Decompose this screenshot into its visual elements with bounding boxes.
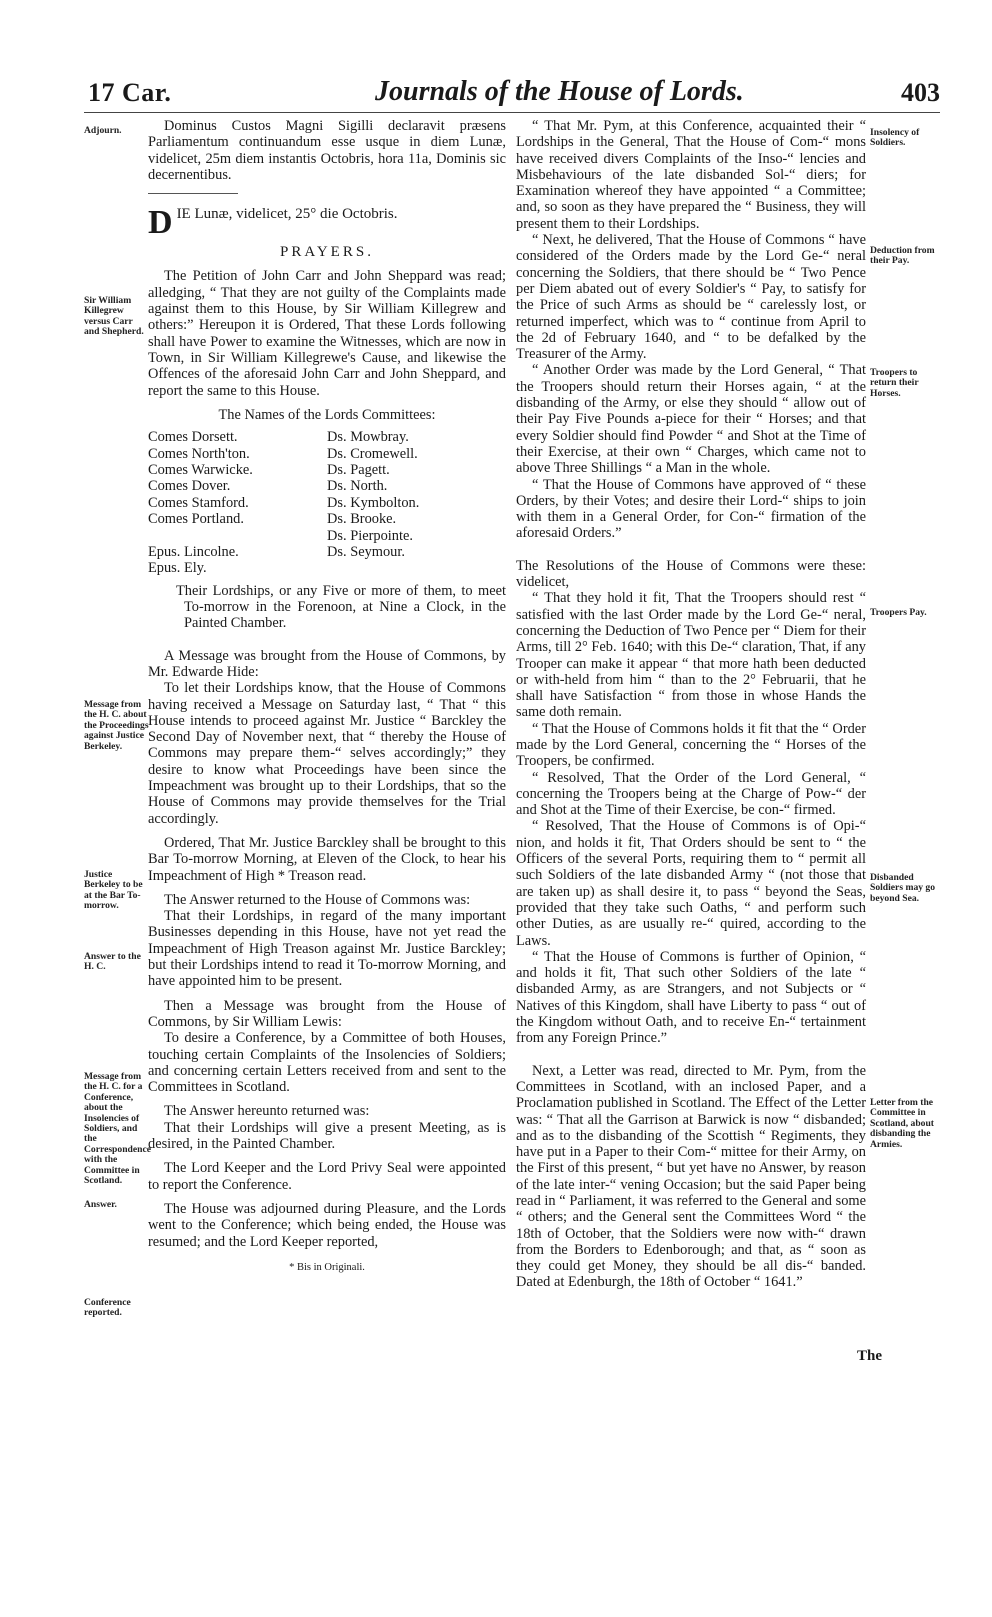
margin-note-adjourn: Adjourn. <box>84 125 122 136</box>
margin-note-message-berkeley: Message from the H. C. about the Proceedings against Justice Berkeley. <box>84 699 149 752</box>
resolution-3: “ Resolved, That the Order of the Lord General, “ concerning the Troopers being at the Charge of Pow-“ der and Shot at the Time of their Exercise, be con-“ firmed. <box>516 769 866 819</box>
regnal-year: 17 Car. <box>88 78 172 107</box>
committee-member: Ds. Kymbolton. <box>327 494 420 511</box>
margin-note-deduction: Deduction from their Pay. <box>870 245 935 267</box>
committee-heading: The Names of the Lords Committees: <box>218 406 436 423</box>
resolution-2: “ That the House of Commons holds it fit that the “ Order made by the Lord General, concerning the “ Horses of the Troopers, be confirmed. <box>516 720 866 770</box>
message1-body: To let their Lordships know, that the House of Commons having received a Message on Saturday last, “ That “ this House intends to proceed against Mr. Justice “ Barckley the Second Day of November next, that “ thereby the House of Commons may prepare them-“ selves accordingly;” they desire to know what Proceedings have been since the Impeachment was brought up to their Lordships, that so the House of Commons may provide themselves for the Trial accordingly. <box>148 680 506 827</box>
committee-member: Ds. North. <box>327 478 388 495</box>
committee-meeting: Their Lordships, or any Five or more of them, to meet To-morrow in the Forenoon, at Nine a Clock, in the Painted Chamber. <box>176 582 506 632</box>
resolution-5: “ That the House of Commons is further of Opinion, “ and holds it fit, That such other Soldiers of the late “ disbanded Army, as are Strangers, and not Subjects or “ Natives of this Kingdom, shall have Liberty to pass “ out of the Kingdom without Oath, and to receive En-“ tertainment from any Foreign Prince.” <box>516 948 866 1047</box>
date-line: IE Lunæ, videlicet, 25° die Octobris. <box>176 206 398 223</box>
committee-member: Ds. Cromewell. <box>327 445 418 462</box>
letter-paragraph: Next, a Letter was read, directed to Mr. Pym, from the Committees in Scotland, with an inclosed Paper, and a Proclamation published in Scotland. The Effect of the Letter was: “ That all the Garrison at Barwick is now “ disbanded; and as to the disbanding of the Scottish “ Regiments, they have put in a Paper to their Com-“ mittee for their Army, on the First of this present, “ but yet have no Answer, by reason of the late inter-“ vening Occasion; but the said Paper being read in “ Parliament, it was referred to the General and some “ others; and the General sent the Committees Word “ the 18th of October, that the Soldiers were now with-“ drawn from the Borders to Edenborough; and that, as “ soon as they could get Money, they should be all dis-“ banded. Dated at Edenburgh, the 18th of October “ 1641.” <box>516 1062 866 1291</box>
committee-member: Comes Stamford. <box>148 494 249 511</box>
committee-member: Comes Portland. <box>148 511 244 528</box>
conference-paragraph: The House was adjourned during Pleasure, and the Lords went to the Conference; which being ended, the House was resumed; and the Lord Keeper reported, <box>148 1200 506 1250</box>
message1-intro: A Message was brought from the House of Commons, by Mr. Edwarde Hide: <box>148 647 506 680</box>
margin-note-answer: Answer. <box>84 1199 117 1210</box>
running-head <box>60 72 940 112</box>
pym-report-2: “ Next, he delivered, That the House of Commons “ have considered of the Orders made by the Lord Ge-“ neral concerning the Soldiers, that there should be “ Two Pence per Diem abated out of every Soldier's “ Pay, to satisfy for the Price of such Arms as should be “ carelessly lost, or returned imperfect, which was to “ continue from April to the 2d of February 1640, and “ to be defalked by the Treasurer of the Army. <box>516 232 866 363</box>
margin-note-troopers-horses: Troopers to return their Horses. <box>870 367 919 399</box>
section-rule <box>148 193 238 194</box>
margin-note-letter-scotland: Letter from the Committee in Scotland, about disbanding the Armies. <box>870 1097 934 1150</box>
journal-title: Journals of the House of Lords. <box>375 76 744 107</box>
message2-body: To desire a Conference, by a Committee of both Houses, touching certain Complaints of the Insolencies of Soldiers; and concerning certain Letters received from and sent to the Committees in Scotland. <box>148 1030 506 1096</box>
margin-note-berkeley-bar: Justice Berkeley to be at the Bar To-morrow. <box>84 869 143 912</box>
reporters-paragraph: The Lord Keeper and the Lord Privy Seal were appointed to report the Conference. <box>148 1160 506 1193</box>
answer2-intro: The Answer hereunto returned was: <box>164 1103 370 1120</box>
margin-note-insolency: Insolency of Soldiers. <box>870 127 920 149</box>
margin-note-message-conference: Message from the H. C. for a Conference, about the Insolencies of Soldiers, and the Correspondence with the Committee in Scotland. <box>84 1071 151 1187</box>
date-heading <box>148 204 506 242</box>
left-column <box>148 118 506 1276</box>
ordered-barckley: Ordered, That Mr. Justice Barckley shall be brought to this Bar To-morrow Morning, at Eleven of the Clock, to hear his Impeachment of High * Treason read. <box>148 834 506 884</box>
committee-member: Ds. Brooke. <box>327 511 397 528</box>
answer-body: That their Lordships, in regard of the many important Businesses depending in this House, have not yet read the Impeachment of High Treason against Mr. Justice Barckley; but their Lordships intend to read it To-morrow Morning, and have appointed him to be present. <box>148 908 506 990</box>
committee-member: Ds. Pierpointe. <box>327 527 413 544</box>
message2-intro: Then a Message was brought from the House of Commons, by Sir William Lewis: <box>148 997 506 1030</box>
committee-member: Comes Warwicke. <box>148 461 253 478</box>
committee-member: Comes Dover. <box>148 478 231 495</box>
margin-note-answer-hc: Answer to the H. C. <box>84 951 141 973</box>
margin-note-disbanded-soldiers: Disbanded Soldiers may go beyond Sea. <box>870 872 936 904</box>
committee-member: Comes Dorsett. <box>148 429 238 446</box>
pym-report-4: “ That the House of Commons have approved of “ these Orders, by their Votes; and desire their Lord-“ ships to join with them in a General Order, for Con-“ firmation of the aforesaid Orders.” <box>516 476 866 542</box>
committee-member: Epus. Ely. <box>148 560 207 577</box>
footnote: * Bis in Originali. <box>289 1261 365 1273</box>
committee-member: Epus. Lincolne. <box>148 544 239 560</box>
answer2-body: That their Lordships will give a present Meeting, as is desired, in the Painted Chamber. <box>148 1119 506 1153</box>
margin-note-killegrew: Sir William Killegrew versus Carr and Shepherd. <box>84 295 144 338</box>
committee-list <box>148 429 506 577</box>
resolutions-intro: The Resolutions of the House of Commons were these: videlicet, <box>516 557 866 591</box>
adjourn-paragraph: Dominus Custos Magni Sigilli declaravit præsens Parliamentum continuandum esse usque in diem Lunæ, videlicet, 25m diem instantis Octobris, hora 11a, Dominis sic decernentibus. <box>148 118 506 183</box>
committee-member: Ds. Pagett. <box>327 461 390 478</box>
date-dropcap: D <box>148 204 173 242</box>
committee-member: Ds. Mowbray. <box>327 429 409 446</box>
pym-report-1: “ That Mr. Pym, at this Conference, acquainted their “ Lordships in the General, That the House of Com-“ mons have received divers Complaints of the Inso-“ lencies and Misbehaviours of the late disbanded Sol-“ diers; for Examination whereof they have appointed “ a Committee; and, so soon as they have prepared the “ Business, they will present them to their Lordships. <box>516 118 866 232</box>
committee-member: Comes North'ton. <box>148 445 250 462</box>
resolution-4: “ Resolved, That the House of Commons is of Opi-“ nion, and holds it fit, That Orders should be sent to “ the Officers of the several Ports, requiring them to “ permit all such Soldiers of the late disbanded Army “ (not those that are taken up) as shall desire it, to pass “ beyond the Seas, provided that they take such Oaths, “ and perform such other Duties, as are usually re-“ quired, according to the Laws. <box>516 818 866 949</box>
prayers-heading: PRAYERS. <box>280 244 374 261</box>
header-rule <box>84 112 940 113</box>
answer-intro: The Answer returned to the House of Commons was: <box>164 891 471 908</box>
resolution-1: “ That they hold it fit, That the Troopers should rest “ satisfied with the last Order made by the Lord Ge-“ neral, concerning the Deduction of Two Pence per “ Diem for their Arms, till 2° Feb. 1640; with this De-“ claration, That, if any Trooper can make it appear “ that more hath been deducted or with-held from him “ than to the 2° Februarii, that he shall have Satisfaction “ from those in whose Hands the same doth remain. <box>516 590 866 721</box>
margin-note-conference-reported: Conference reported. <box>84 1297 131 1319</box>
committee-member: Ds. Seymour. <box>327 544 405 560</box>
committee-member <box>327 560 506 576</box>
committee-member <box>148 528 327 544</box>
pym-report-3: “ Another Order was made by the Lord General, “ That the Troopers should return their Horses again, “ at the disbanding of the Army, or else they should “ allow out of their Pay Five Pounds a-piece for their “ Horses; and that every Soldier should find Powder “ and Shot at the Time of their Exercise, at their own “ Charges, which came not to above Three Shillings “ a Man in the whole. <box>516 362 866 477</box>
right-column <box>516 118 866 1291</box>
petition-paragraph: The Petition of John Carr and John Sheppard was read; alledging, “ That they are not guilty of the Complaints made against them to this House, by Sir William Killegrew and others:” Hereupon it is Ordered, That these Lords following shall have Power to examine the Witnesses, which are now in Town, in Sir William Killegrewe's Cause, and likewise the Offences of the aforesaid John Carr and John Sheppard, and report the same to this House. <box>148 268 506 399</box>
page-number: 403 <box>901 78 940 107</box>
margin-note-troopers-pay: Troopers Pay. <box>870 607 927 618</box>
catchword: The <box>856 1348 882 1364</box>
